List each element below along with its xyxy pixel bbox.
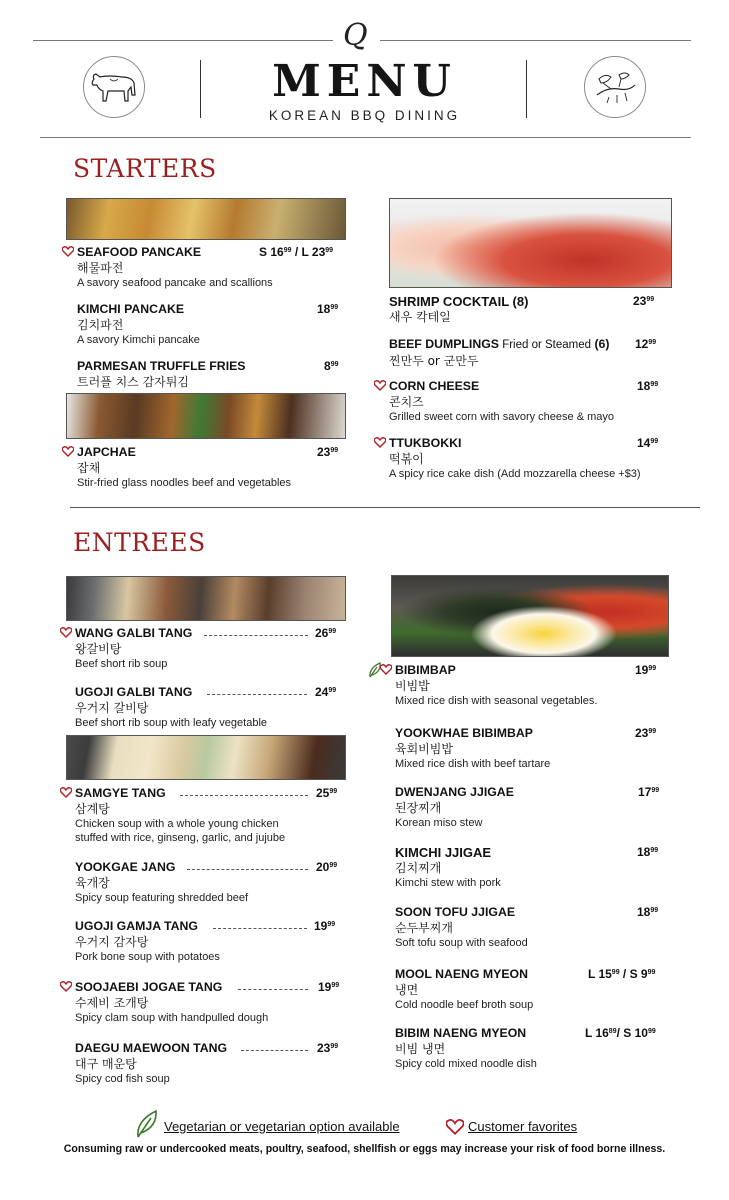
item-name: KIMCHI JJIGAE [395, 845, 492, 860]
item-name: SEAFOOD PANCAKE [77, 245, 202, 259]
menu-item-japchae [77, 445, 345, 490]
item-description: Grilled sweet corn with savory cheese & mayo [389, 411, 614, 423]
menu-item-bibimbap [395, 663, 665, 708]
item-price: $24^{99}$ [315, 685, 337, 699]
item-description: Beef short rib soup with leafy vegetable [75, 717, 268, 729]
item-korean-name: 해물파전 [77, 261, 124, 275]
menu-item-wang-galbi-tang [75, 626, 345, 671]
section-divider [70, 507, 700, 508]
item-korean-name: 육회비빔밥 [395, 742, 453, 756]
item-name: CORN CHEESE [389, 379, 480, 393]
item-price: L $15^{99}$ / S $9^{99}$ [588, 967, 656, 981]
item-name: DAEGU MAEWOON TANG [75, 1041, 228, 1055]
legend-vegetarian: Vegetarian or vegetarian option available [164, 1119, 400, 1134]
item-name: BIBIMBAP [395, 663, 456, 677]
item-korean-name: 찐만두 or 군만두 [389, 354, 479, 368]
item-korean-name: 수제비 조개탕 [75, 996, 149, 1010]
menu-item-dwenjang-jjigae [395, 785, 665, 830]
menu-item-samgye-tang [75, 786, 345, 845]
header-top-rule-right [380, 40, 691, 41]
item-name: UGOJI GAMJA TANG [75, 919, 198, 933]
legend-leaf-icon [135, 1109, 159, 1139]
item-price: $26^{99}$ [315, 626, 337, 640]
dot-leader [187, 869, 308, 870]
item-korean-name: 김치파전 [77, 318, 124, 332]
favorite-heart-icon [60, 981, 72, 992]
item-korean-name: 왕갈비탕 [75, 642, 122, 656]
item-name: YOOKGAE JANG [75, 860, 176, 874]
menu-item-soon-tofu-jjigae [395, 905, 665, 950]
item-description: Spicy clam soup with handpulled dough [75, 1012, 269, 1024]
item-description: Chicken soup with a whole young chicken [75, 818, 279, 830]
menu-item-kimchi-jjigae [395, 845, 665, 890]
item-price: $23^{99}$ [635, 726, 657, 740]
page-subtitle: KOREAN BBQ DINING [268, 108, 461, 123]
menu-item-ugoji-gamja-tang [75, 919, 345, 964]
item-name: MOOL NAENG MYEON [395, 967, 528, 981]
page-title: MENU [272, 56, 457, 107]
item-description: Spicy soup featuring shredded beef [75, 892, 249, 904]
samgye-tang-photo [66, 735, 346, 780]
favorite-heart-icon [380, 664, 392, 675]
lobster-icon [584, 56, 646, 118]
dot-leader [238, 989, 308, 990]
item-name: SOON TOFU JJIGAE [395, 905, 516, 919]
item-name: TTUKBOKKI [389, 436, 462, 450]
item-name: WANG GALBI TANG [75, 626, 193, 640]
item-description: Soft tofu soup with seafood [395, 937, 528, 949]
dot-leader [213, 928, 307, 929]
favorite-heart-icon [62, 446, 74, 457]
header-right-divider [526, 60, 527, 118]
item-price: $18^{99}$ [637, 845, 659, 859]
menu-item-corn-cheese [389, 379, 672, 424]
japchae-photo [66, 393, 346, 439]
menu-item-yookwhae-bibimbap [395, 726, 665, 771]
item-price: L $16^{89}/$ S $10^{99}$ [585, 1026, 656, 1040]
menu-item-seafood-pancake [77, 245, 345, 290]
item-price: $25^{99}$ [316, 786, 338, 800]
item-name: SOOJAEBI JOGAE TANG [75, 980, 223, 994]
bibimbap-photo [391, 575, 669, 657]
item-name: SAMGYE TANG [75, 786, 166, 800]
seafood-pancake-photo [66, 198, 346, 240]
logo-letter: Q [343, 18, 368, 53]
menu-item-yookgae-jang [75, 860, 345, 905]
item-price: $12^{99}$ [635, 337, 657, 351]
favorite-heart-icon [60, 787, 72, 798]
item-price: $20^{99}$ [316, 860, 338, 874]
item-korean-name: 잡채 [77, 461, 101, 475]
item-name: SHRIMP COCKTAIL (8) [389, 294, 529, 309]
favorite-heart-icon [62, 246, 74, 257]
menu-item-ttukbokki [389, 436, 672, 481]
legend-heart-icon [446, 1118, 464, 1136]
item-price: $23^{99}$ [633, 294, 655, 308]
item-price: $18^{99}$ [637, 379, 659, 393]
item-name: UGOJI GALBI TANG [75, 685, 193, 699]
item-description: Beef short rib soup [75, 658, 168, 670]
item-price: $17^{99}$ [638, 785, 660, 799]
item-name: DWENJANG JJIGAE [395, 785, 514, 799]
item-name: PARMESAN TRUFFLE FRIES [77, 359, 246, 373]
legend-favorites: Customer favorites [468, 1119, 578, 1134]
item-korean-name: 비빔밥 [395, 679, 430, 693]
item-name: KIMCHI PANCAKE [77, 302, 185, 316]
item-korean-name: 우거지 갈비탕 [75, 701, 149, 715]
menu-item-soojaebi-jogae-tang [75, 980, 345, 1025]
item-price: $8^{99}$ [324, 359, 339, 373]
item-name: YOOKWHAE BIBIMBAP [395, 726, 533, 740]
item-korean-name: 대구 매운탕 [75, 1057, 137, 1071]
menu-item-ugoji-galbi-tang [75, 685, 345, 730]
section-heading-entrees: ENTREES [73, 528, 206, 557]
item-price: $18^{99}$ [637, 905, 659, 919]
header-top-rule-left [33, 40, 333, 41]
item-description-line-2: stuffed with rice, ginseng, garlic, and jujube [75, 832, 286, 844]
item-name: JAPCHAE [77, 445, 136, 459]
item-description: Spicy cod fish soup [75, 1073, 170, 1085]
item-korean-name: 순두부찌개 [395, 921, 453, 935]
dot-leader [207, 694, 307, 695]
item-korean-name: 육개장 [75, 876, 110, 890]
item-korean-name: 새우 칵테일 [389, 310, 451, 324]
item-price: $19^{99}$ [318, 980, 340, 994]
item-korean-name: 김치찌개 [395, 861, 442, 875]
menu-item-mool-naeng-myeon [395, 967, 665, 1012]
item-description: Mixed rice dish with beef tartare [395, 758, 551, 770]
item-description: Spicy cold mixed noodle dish [395, 1058, 537, 1070]
item-description: Cold noodle beef broth soup [395, 999, 534, 1011]
favorite-heart-icon [374, 380, 386, 391]
favorite-heart-icon [374, 437, 386, 448]
food-safety-warning: Consuming raw or undercooked meats, poultry, seafood, shellfish or eggs may increase your risk of food borne illness. [63, 1143, 666, 1155]
item-description: Pork bone soup with potatoes [75, 951, 220, 963]
item-price: $23^{99}$ [317, 1041, 339, 1055]
item-description: A savory seafood pancake and scallions [77, 277, 273, 289]
item-korean-name: 트러플 치스 감자튀김 [77, 375, 189, 389]
dot-leader [241, 1050, 308, 1051]
item-description: Korean miso stew [395, 817, 483, 829]
shrimp-cocktail-photo [389, 198, 672, 288]
item-name: BEEF DUMPLINGS Fried or Steamed (6) [389, 337, 610, 351]
item-description: Kimchi stew with pork [395, 877, 501, 889]
item-korean-name: 비빔 냉면 [395, 1042, 446, 1056]
item-korean-name: 냉면 [395, 983, 419, 997]
section-heading-starters: STARTERS [73, 154, 217, 183]
item-korean-name: 삼계탕 [75, 802, 110, 816]
menu-item-daegu-maewoon-tang [75, 1041, 345, 1086]
item-price: $19^{99}$ [635, 663, 657, 677]
item-price: S $16^{99}$ / L $23^{99}$ [259, 245, 334, 259]
menu-item-bibim-naeng-myeon [395, 1026, 665, 1071]
favorite-heart-icon [60, 627, 72, 638]
item-description: Stir-fried glass noodles beef and vegetables [77, 477, 292, 489]
item-description: A spicy rice cake dish (Add mozzarella cheese +$3) [389, 468, 641, 480]
menu-item-beef-dumplings [389, 337, 672, 369]
item-price: $23^{99}$ [317, 445, 339, 459]
item-price: $14^{99}$ [637, 436, 659, 450]
item-korean-name: 우거지 감자탕 [75, 935, 149, 949]
dot-leader [204, 635, 308, 636]
item-description: Mixed rice dish with seasonal vegetables. [395, 695, 598, 707]
menu-item-shrimp-cocktail [389, 294, 672, 325]
galbi-tang-photo [66, 576, 346, 621]
item-price: $19^{99}$ [314, 919, 336, 933]
menu-item-parmesan-truffle-fries [77, 359, 345, 390]
item-korean-name: 콘치즈 [389, 395, 424, 409]
item-korean-name: 떡볶이 [389, 452, 424, 466]
item-description: A savory Kimchi pancake [77, 334, 200, 346]
item-price: $18^{99}$ [317, 302, 339, 316]
item-name: BIBIM NAENG MYEON [395, 1026, 527, 1040]
header-bottom-rule [40, 137, 691, 138]
item-korean-name: 된장찌개 [395, 801, 442, 815]
dot-leader [180, 795, 308, 796]
menu-item-kimchi-pancake [77, 302, 345, 347]
